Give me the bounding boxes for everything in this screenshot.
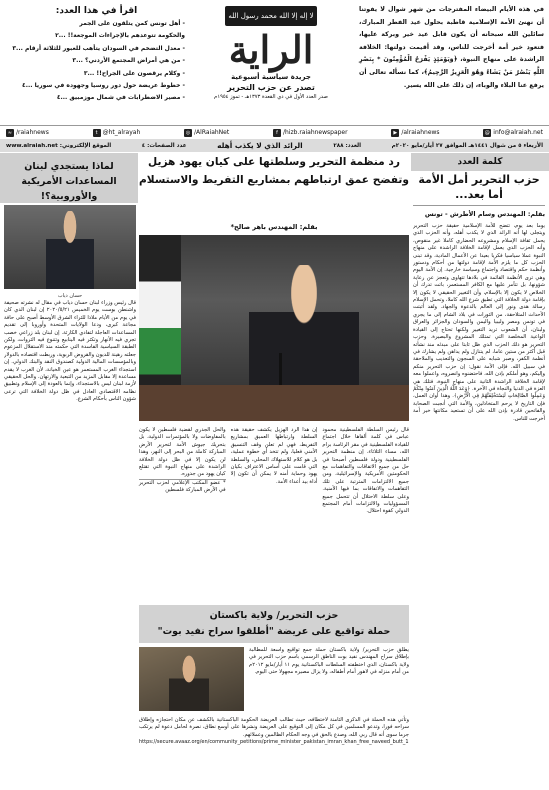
website-link[interactable]: الموقع الإلكتروني: www.alraiah.net bbox=[6, 142, 112, 149]
rss-icon: ≈ bbox=[7, 129, 13, 136]
publisher-line: تصدر عن حزب التحرير bbox=[227, 83, 315, 92]
slogan: الرائد الذي لا يكذب أهله bbox=[217, 141, 303, 150]
main-body-col-3: والحل الجذري لقضية فلسطين لا يكون بالمفاوضات ولا بالمؤتمرات الدولية، بل بتحريك جيوش الأمة لتحرير الأرض المباركة كاملة من البحر إلى النهر، وهذا لن يكون إلا في ظل دولة الخلافة الراشدة على منهاج النبوة التي تقتلع كيان يهود من جذوره. * عضو المكتب الإعلامي لحزب التحرير في الأرض المباركة فلسطين bbox=[138, 427, 226, 494]
issue-info-bar bbox=[0, 139, 549, 152]
youtube-icon: ▶ bbox=[391, 129, 399, 137]
twitter-icon: t bbox=[93, 129, 101, 137]
main-body-col-1: قال رئيس السلطة الفلسطينية محمود عباس في كلمة ألقاها خلال اجتماع للقيادة الفلسطينية في مقر الرئاسة برام الله، مساء الثلاثاء، إن منظمة التحرير الفلسطينية ودولة فلسطين أصبحتا في حل من جميع الاتفاقات والتفاهمات مع الحكومتين الأمريكية والإسرائيلية، ومن جميع الالتزامات المترتبة على تلك التفاهمات والاتفاقات بما فيها الأمنية. وعلى سلطة الاحتلال أن تتحمل جميع المسؤوليات والالتزامات أمام المجتمع الدولي كقوة احتلال. bbox=[322, 427, 409, 515]
social-link-web[interactable]: ◎ /AlRaiahNet bbox=[185, 129, 230, 136]
main-article bbox=[139, 153, 409, 785]
social-link-youtube[interactable]: ▶ /alraiahnews bbox=[391, 129, 439, 137]
lebanon-article-body: قال رئيس وزراء لبنان حسان دياب في مقال له نشرته صحيفة واشنطن بوست يوم الخميس ٢٠٢٠/٥/٢١ إن لبنان الذي كان في يوم من الأيام ملاذا للثراء الشرق الأوسط أصبح على حافة مجاعة كبرى، ودعا الولايات المتحدة وأوروبا إلى تقديم المساعدات العاجلة لتفادي الكارثة. إن لبنان بلد زراعي خصب تجري فيه الأنهار وتكثر فيه الينابيع وتتنوع فيه الثروات، ولكن الطبقة السياسية الفاسدة التي حكمته منذ الاستقلال المزعوم جعلته رهينة للديون والقروض الربوية، وربطت اقتصاده بالدولار وبالمؤسسات المالية الدولية كصندوق النقد والبنك الدولي. إن استجداء الغرب المستعمر هو عين الخيانة، لأن الغرب لا يقدم مساعدة إلا مقابل المزيد من التبعية والارتهان. والحل الحقيقي لأزمة لبنان ليس بالاستجداء، وإنما بالعودة إلى الإسلام وتطبيق نظامه الاقتصادي العادل في ظل دولة الخلافة التي ترعى شؤون الناس بأحكام الشرع. bbox=[4, 300, 136, 403]
editorial-body: يوما بعد يوم، تتضح للأمة الإسلامية حقيقة حزب التحرير ويتجلى لها أنه الرائد الذي لا يكذب أهله، وأنه الحزب الذي يحمل ثقافة الإسلام ومشروعه الحضاري كاملا غير منقوص، وأنه الحزب الذي يعمل لإقامة الخلافة الراشدة على منهاج النبوة عملا سياسيا فكريا بعيدا عن الأعمال المادية، وقد تبنى الحزب كل ما يلزم الأمة لإقامة دولتها من أحكام ودستور وأنظمة حكم واقتصاد واجتماع وسياسة خارجية. إن الأمة اليوم وهي ترى الأنظمة القائمة في بلادها تتهاوى وتعجز عن رعاية شؤونها، بل تتآمر عليها مع الكافر المستعمر، باتت تدرك أن الخلاص لا يكون إلا بالإسلام، وأن التغيير الحقيقي لا يكون إلا بإقامة دولة الخلافة التي تطبق شرع الله كاملا، وتحمل الإسلام رسالة هدى ونور إلى العالم بالدعوة والجهاد. ولقد أثبتت الأحداث المتلاحقة، من الثورات في بلاد الشام إلى ما يجري في تونس ومصر وليبيا واليمن والسودان والجزائر والعراق ولبنان، أن الشعوب تريد التغيير ولكنها تحتاج إلى القيادة الواعية المخلصة التي تمتلك المشروع والبصيرة. وحزب التحرير هو ذلك الحزب الذي ظل ثابتا على مبدئه منذ نشأته قبل أكثر من ستين عاما، لم يتنازل ولم يداهن ولم يشارك في أنظمة الكفر، وصبر شبابه على السجون والتعذيب والملاحقة في سبيل الله. فإلى الأمة نقول: إن حزب التحرير منكم وإليكم، وهو أملكم بإذن الله، فاحتضنوه وانصروه، واعملوا معه لإقامة الخلافة الراشدة الثانية على منهاج النبوة، فتلك هي العزة في الدنيا والنجاة في الآخرة. ﴿وَعَدَ اللَّهُ الَّذِينَ آمَنُوا مِنْكُمْ وَعَمِلُوا الصَّالِحَاتِ لَيَسْتَخْلِفَنَّهُمْ فِي الْأَرْضِ﴾. وهذا أوان العمل، فإن التاريخ لا يرحم المتخاذلين، والأمة التي أنجبت الصحابة والفاتحين قادرة بإذن الله على أن تستعيد مكانتها خير أمة أخرجت للناس. bbox=[413, 223, 545, 422]
editorial-author: بقلم: المهندس وسام الأطرش - تونس bbox=[424, 210, 545, 218]
editorial-column bbox=[413, 172, 545, 784]
social-links-bar bbox=[0, 125, 549, 139]
newspaper-title: الراية bbox=[228, 27, 314, 72]
page-count: عدد الصفحات: ٤ bbox=[141, 142, 187, 149]
social-link-facebook[interactable]: f /hizb.raiahnewspaper bbox=[273, 129, 348, 137]
toc-item[interactable]: والحكومة تتوعدهم بالإجراءات الموجعة!! ...٢ bbox=[55, 32, 185, 40]
toc-item[interactable]: - معدل التضخم في السودان يتأهب للعبور للثلاثة أرقام ...٣ bbox=[12, 44, 185, 52]
editorial-title[interactable]: حزب التحرير أمل الأمة أما بعد... bbox=[413, 172, 545, 206]
banner-flag: لا إله إلا الله محمد رسول الله bbox=[225, 6, 317, 26]
table-of-contents bbox=[4, 4, 189, 120]
desk bbox=[139, 385, 409, 421]
petition-heading[interactable]: حزب التحرير/ ولاية باكستان حملة تواقيع على عريضة "أطلقوا سراح نفيد بوت" bbox=[139, 605, 409, 643]
main-article-body bbox=[139, 427, 409, 516]
toc-item[interactable]: - من هي أمراض المجتمع الأردني؟ ...٣ bbox=[72, 57, 185, 65]
petition-link[interactable]: https://secure.avaaz.org/en/community_petitions/prime_minister_pakistan_imran_khan_free_naveed_butt_1 bbox=[139, 739, 409, 746]
masthead bbox=[196, 4, 346, 124]
header bbox=[0, 0, 549, 125]
main-article-photo bbox=[139, 235, 409, 421]
main-article-author: بقلم: المهندس باهر صالح* bbox=[230, 223, 318, 231]
toc-item[interactable]: - أهل تونس كمن يتلقون على الجمر bbox=[79, 20, 185, 27]
lebanon-article bbox=[4, 205, 136, 785]
toc-title: اقرأ في هذا العدد: bbox=[55, 6, 138, 16]
issue-number: العدد: ٢٨٨ bbox=[333, 142, 362, 149]
petition-photo bbox=[139, 647, 244, 711]
toc-list bbox=[4, 18, 189, 105]
photo-caption: حسان دياب bbox=[57, 293, 83, 299]
portrait-figure bbox=[169, 655, 209, 711]
globe-icon: ◎ bbox=[185, 129, 191, 136]
toc-item[interactable]: - خطوط عريضة حول دور روسيا وجهوده في سوريا ...٤ bbox=[22, 82, 185, 90]
petition-text-wide: وتأتي هذه الحملة في الذكرى الثامنة لاختطافه، حيث تطالب العريضة الحكومة الباكستانية بالكشف عن مكان احتجازه وإطلاق سراحه فورا، وتدعو المسلمين في كل مكان إلى التوقيع على العريضة ونشرها على أوسع نطاق، نصرة لحامل دعوة لم يرتكب جرما سوى أنه قال ربي الله، وصدع بالحق في وجه الحكام الظالمين وعملائهم. https://secure.avaaz.org/en/community_petitions/prime_minister_pakistan_imran_khan_free_naveed_butt_1 bbox=[139, 717, 409, 746]
social-link-email[interactable]: @ info@alraiah.net bbox=[484, 129, 543, 136]
lebanon-article-heading[interactable]: لماذا يستجدي لبنان المساعدات الأمريكية والأوروبية؟! bbox=[0, 153, 138, 203]
petition-article bbox=[139, 647, 409, 777]
issue-date: الأربعاء ٥ من شوال ١٤٤١هـ الموافق ٢٧ أيار/مايو ٢٠٢٠م bbox=[391, 142, 543, 149]
main-headline[interactable]: رد منظمة التحرير وسلطتها على كيان يهود هزيل وتفضح عمق ارتباطهم بمشاريع التفريط والاستسلام bbox=[139, 156, 409, 186]
main-body-col-2: إن هذا الرد الهزيل يكشف حقيقة هذه السلطة وارتباطها العميق بمشاريع التفريط، فهي لم تعلن وقف التنسيق الأمني فعليا، ولم تتخذ أي خطوة عملية، بل هو كلام للاستهلاك المحلي، والسلطة التي قامت على أساس الاعتراف بكيان يهود وحماية أمنه لا يمكن أن تكون إلا أداة بيد أعداء الأمة. bbox=[230, 427, 318, 485]
petition-text: يطلق حزب التحرير/ ولاية باكستان حملة جمع تواقيع واسعة للمطالبة بإطلاق سراح المهندس نفيد بوت الناطق الرسمي باسم حزب التحرير في ولاية باكستان، الذي اختطفته السلطات الباكستانية يوم ١١ أيار/مايو ٢٠١٢م من أمام منزله في لاهور أمام أطفاله، ولا يزال مصيره مجهولا حتى اليوم. bbox=[249, 647, 410, 676]
established-line: صدر العدد الأول في ذي القعدة ١٣٧٣هـ - تموز ١٩٥٤م bbox=[214, 94, 328, 100]
facebook-icon: f bbox=[273, 129, 281, 137]
envelope-icon: @ bbox=[484, 129, 490, 136]
intro-greeting: في هذه الأيام البيضاء المفترجات من شهر شوال لا يفوتنا أن نهنئ الأمة الإسلامية قاطبة بحلول عيد الفطر المبارك، سائلين الله سبحانه أن يكون قابل عيد خير وبركة عليها، فتعود خير أمة أخرجت للناس، وقد أقيمت دولتها: الخلافة الراشدة على منهاج النبوة، ﴿وَيَوْمَئِذٍ يَفْرَحُ الْمُؤْمِنُونَ * بِنَصْرِ اللَّهِ يَنْصُرُ مَنْ يَشَاءُ وَهُوَ الْعَزِيزُ الرَّحِيمُ﴾، كما نسأله تعالى أن يرفع عنا البلاء والوباء، إن ذلك على الله يسير. bbox=[359, 6, 544, 89]
editorial-heading: كلمة العدد bbox=[411, 153, 549, 171]
lebanon-article-photo bbox=[4, 205, 136, 289]
toc-item[interactable]: - مصير الاضطرابات في شمال موزمبيق ...٤ bbox=[56, 94, 185, 102]
newspaper-subtitle: جريدة سياسية أسبوعية bbox=[231, 73, 311, 81]
social-link-twitter[interactable]: t @ht_alrayah bbox=[93, 129, 141, 137]
toc-item[interactable]: - وكلام يرقصون على الجراح!! ...٣ bbox=[83, 69, 185, 77]
social-link-rss[interactable]: ≈ /raiahnews bbox=[7, 129, 49, 136]
portrait-figure bbox=[46, 211, 94, 289]
footnote: * عضو المكتب الإعلامي لحزب التحرير في الأرض المباركة فلسطين bbox=[138, 479, 226, 494]
